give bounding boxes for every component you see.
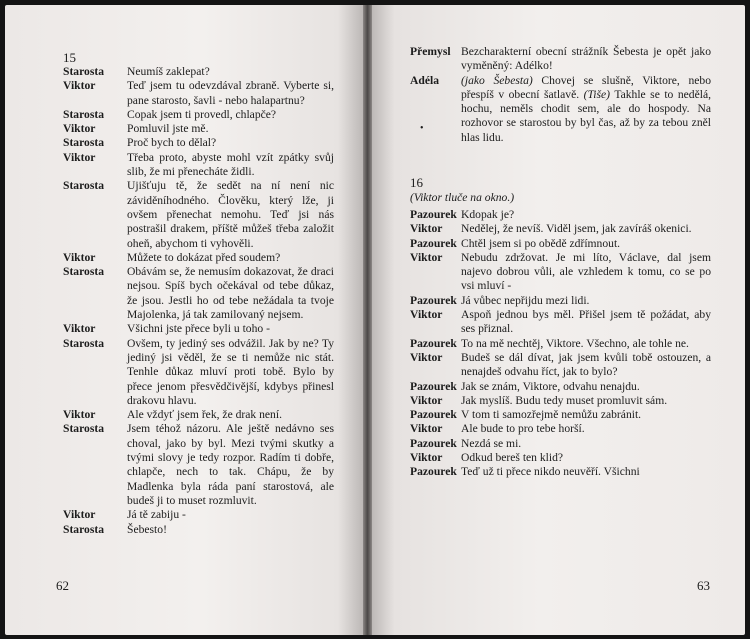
scene-number: 16 xyxy=(410,175,423,190)
stage-direction: (jako Šebesta) xyxy=(461,73,533,87)
speaker-name: Viktor xyxy=(63,322,96,336)
speech-text: Ale vždyť jsem řek, že drak není. xyxy=(127,408,282,422)
speech-text: Nedělej, že nevíš. Viděl jsem, jak zavíráš okenici. xyxy=(461,222,692,236)
speaker-name: Starosta xyxy=(63,107,105,121)
speaker-name: Starosta xyxy=(63,265,105,279)
speech-text: Teď už ti přece nikdo neuvěří. Všichni xyxy=(461,465,640,479)
page-number: 62 xyxy=(56,578,69,593)
left-page xyxy=(5,5,363,635)
dialogue-line xyxy=(410,337,711,351)
speech-text: To na mě nechtěj, Viktore. Všechno, ale tohle ne. xyxy=(461,336,689,350)
speaker-name: Viktor xyxy=(63,250,96,264)
speech-text: Obávám se, že nemusím dokazovat, že draci nejsou. Spíš bych očekával od tebe důkaz, že jsou. Jestli ho od tebe nežádala ta tvoje Majolenka, já tak zamilovaný nejsem. xyxy=(127,265,334,322)
dialogue-line xyxy=(63,65,334,79)
dialogue-line xyxy=(63,408,334,422)
speech-text: Šebesto! xyxy=(127,522,167,536)
speech-text: V tom ti samozřejmě nemůžu zabránit. xyxy=(461,408,642,422)
dialogue-line xyxy=(410,408,711,422)
dialogue-line xyxy=(410,208,711,222)
speaker-name: Viktor xyxy=(63,150,96,164)
speaker-name: Pazourek xyxy=(410,465,457,479)
speech-text: Jak myslíš. Budu tedy muset promluvit sám. xyxy=(461,393,668,407)
bullet-mark: • xyxy=(420,123,424,134)
speech-text: Bezcharakterní obecní strážník Šebesta je opět jako vyměněný: Adélko! xyxy=(461,45,711,73)
speaker-name: Starosta xyxy=(63,422,105,436)
dialogue-line xyxy=(410,294,711,308)
speaker-name: Pazourek xyxy=(410,408,457,422)
speech-text: Budeš se dál dívat, jak jsem kvůli tobě ostouzen, a nenajdeš odvahu říct, jak to bylo? xyxy=(461,350,711,379)
speech-text: Pomluvil jste mě. xyxy=(127,122,209,136)
speech-text: Teď jsem tu odevzdával zbraně. Vyberte si, pane starosto, šavli - nebo halapartnu? xyxy=(127,79,334,107)
dialogue-line xyxy=(410,251,711,294)
speech-text: Nebudu zdržovat. Je mi líto, Václave, dal jsem najevo dobrou vůli, ale vzhledem k tomu, co se po vsi mluví - xyxy=(461,250,711,293)
speech-text: Můžete to dokázat před soudem? xyxy=(127,250,281,264)
scene-number: 15 xyxy=(63,50,76,65)
dialogue-line xyxy=(63,179,334,250)
speech-text: Neumíš zaklepat? xyxy=(127,65,210,78)
speech-text: Třeba proto, abyste mohl vzít zpátky svůj slib, že mi přenecháte židli. xyxy=(127,150,334,179)
speaker-name: Viktor xyxy=(410,422,443,436)
dialogue-line xyxy=(410,437,711,451)
book-gutter xyxy=(363,5,372,635)
dialogue-line xyxy=(410,237,711,251)
speaker-name: Přemysl xyxy=(410,45,451,58)
speaker-name: Adéla xyxy=(410,73,439,87)
speech-text: Kdopak je? xyxy=(461,208,515,221)
speech-text: Aspoň jednou bys měl. Přišel jsem tě požádat, aby ses přiznal. xyxy=(461,308,711,336)
page-number: 63 xyxy=(697,578,710,593)
speaker-name: Pazourek xyxy=(410,293,457,307)
speaker-name: Pazourek xyxy=(410,436,457,450)
dialogue-line xyxy=(410,45,711,74)
speaker-name: Pazourek xyxy=(410,208,457,221)
stage-direction: (Tiše) xyxy=(583,87,611,101)
dialogue-line xyxy=(63,508,334,522)
speech-text: Ovšem, ty jediný ses odvážil. Jak by ne? Ty jediný jsi věděl, že se ti nemůže nic stát. Tenhle důkaz mluví proti tobě. Bylo by přece jenom přesvědčivější, kdybys přinesl drakovu hlavu. xyxy=(127,336,334,407)
speech-text: Já tě zabiju - xyxy=(127,508,186,522)
dialogue-line xyxy=(63,122,334,136)
dialogue-line xyxy=(63,108,334,122)
right-page xyxy=(372,5,745,635)
speaker-name: Viktor xyxy=(63,122,96,136)
speech-text xyxy=(461,74,711,145)
speaker-name: Starosta xyxy=(63,522,105,536)
dialogue-list xyxy=(63,65,334,537)
dialogue-line xyxy=(410,394,711,408)
speaker-name: Starosta xyxy=(63,336,105,350)
speaker-name: Viktor xyxy=(410,250,443,264)
speaker-name: Viktor xyxy=(63,408,96,422)
dialogue-line xyxy=(63,523,334,537)
speaker-name: Viktor xyxy=(410,222,443,236)
speech-text: Proč bych to dělal? xyxy=(127,136,217,150)
dialogue-line xyxy=(63,79,334,108)
dialogue-line xyxy=(410,422,711,436)
dialogue-line xyxy=(63,337,334,408)
dialogue-line xyxy=(410,351,711,380)
speech-text: Nezdá se mi. xyxy=(461,436,522,450)
speaker-name: Pazourek xyxy=(410,379,457,393)
speech-text: Ale bude to pro tebe horší. xyxy=(461,422,585,436)
dialogue-line xyxy=(63,251,334,265)
speech-fragment: Takhle se to nedělá, hochu, neměls chodit sem, ale do hospody. Na rozhovor se starostou by byl čas, až by za tebou zněl hlas lidu. xyxy=(461,87,711,144)
speaker-name: Viktor xyxy=(63,79,96,93)
dialogue-list xyxy=(410,45,711,145)
speech-text: Odkud bereš ten klid? xyxy=(461,451,564,465)
speech-text: Jsem téhož názoru. Ale ještě nedávno ses choval, jako by byl. Mezi tvými skutky a tvými slovy je tedy rozpor. Radím ti dobře, chlapče, nech to tak. Chápu, že by Madlenka byla ráda paní starostová, ale budeš ji to muset rozmluvit. xyxy=(127,422,334,507)
speaker-name: Starosta xyxy=(63,65,105,78)
dialogue-line xyxy=(410,222,711,236)
speaker-name: Pazourek xyxy=(410,236,457,250)
speech-text: Všichni jste přece byli u toho - xyxy=(127,322,270,336)
speaker-name: Starosta xyxy=(63,179,105,193)
speech-fragment: Chovej se slušně, Viktore, nebo přespíš v obecní šatlavě. xyxy=(461,73,712,101)
dialogue-line xyxy=(63,422,334,508)
dialogue-line xyxy=(63,265,334,322)
speaker-name: Viktor xyxy=(410,451,443,465)
speaker-name: Viktor xyxy=(410,393,443,407)
dialogue-line xyxy=(63,136,334,150)
dialogue-line xyxy=(410,74,711,145)
speech-text: Copak jsem ti provedl, chlapče? xyxy=(127,107,277,121)
dialogue-line xyxy=(63,322,334,336)
speech-text: Jak se znám, Viktore, odvahu nenajdu. xyxy=(461,379,640,393)
speaker-name: Viktor xyxy=(410,308,443,322)
speaker-name: Viktor xyxy=(410,350,443,364)
dialogue-line xyxy=(410,308,711,337)
speaker-name: Starosta xyxy=(63,136,105,150)
dialogue-line xyxy=(410,380,711,394)
stage-direction: (Viktor tluče na okno.) xyxy=(410,191,515,204)
speech-text: Ujišťuju tě, že sedět na ní není nic záviděníhodného. Člověku, který lže, ji ovšem přenechat nemohu. Teď jsi nás postrašil drakem, příště můžeš třeba založit oheň, abychom ti vyhověli. xyxy=(127,179,334,250)
speech-text: Chtěl jsem si po obědě zdřímnout. xyxy=(461,236,621,250)
dialogue-line xyxy=(410,451,711,465)
dialogue-line xyxy=(410,465,711,479)
speaker-name: Viktor xyxy=(63,508,96,522)
dialogue-line xyxy=(63,151,334,180)
dialogue-list xyxy=(410,208,711,480)
speech-text: Já vůbec nepřijdu mezi lidi. xyxy=(461,293,590,307)
speaker-name: Pazourek xyxy=(410,336,457,350)
